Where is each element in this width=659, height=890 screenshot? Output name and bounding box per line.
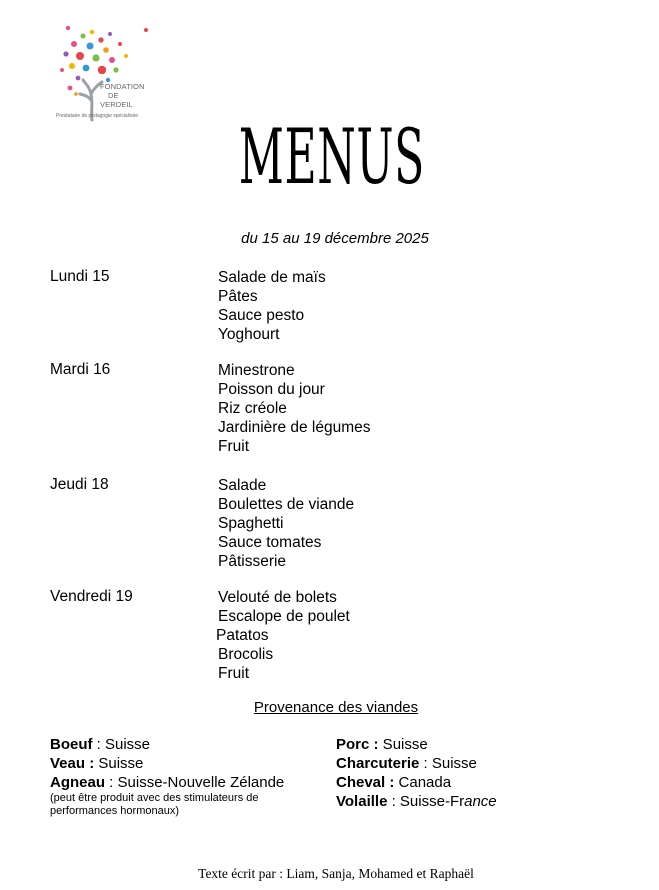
provenance-item: Porc : Suisse — [336, 736, 428, 753]
date-range: du 15 au 19 décembre 2025 — [241, 230, 429, 247]
provenance-left-column — [50, 735, 290, 818]
foundation-name: FONDATION DE VERDEIL — [100, 82, 145, 109]
dish-item: Salade — [218, 477, 267, 494]
provenance-item: Agneau : Suisse-Nouvelle Zélande — [50, 774, 285, 791]
dish-item: Pâtisserie — [218, 553, 287, 570]
author-credit: Texte écrit par : Liam, Sanja, Mohamed et Raphaël — [198, 866, 474, 881]
day-label-thursday: Jeudi 18 — [50, 476, 109, 493]
dish-item: Fruit — [218, 438, 249, 455]
dish-item: Riz créole — [218, 400, 287, 417]
provenance-item: Cheval : Canada — [336, 774, 452, 791]
dish-item: Pâtes — [218, 288, 258, 305]
dish-item: Patatos — [216, 627, 269, 644]
dish-item: Brocolis — [218, 646, 274, 663]
dish-item: Velouté de bolets — [218, 589, 337, 606]
dish-list-friday — [218, 588, 350, 683]
provenance-heading: Provenance des viandes — [253, 699, 419, 716]
dish-item: Fruit — [218, 665, 249, 682]
provenance-item: Charcuterie : Suisse — [336, 755, 477, 772]
provenance-item: Veau : Suisse — [50, 755, 144, 772]
dish-item: Yoghourt — [218, 326, 280, 343]
day-label-friday: Vendredi 19 — [50, 588, 133, 605]
foundation-tagline: Prestataire de pédagogie spécialisée — [56, 113, 138, 119]
dish-item: Spaghetti — [218, 515, 284, 532]
dish-item: Boulettes de viande — [218, 496, 355, 513]
hormone-note: (peut être produit avec des stimulateurs de performances hormonaux) — [50, 792, 259, 817]
dish-item: Minestrone — [218, 362, 295, 379]
dish-item: Jardinière de légumes — [218, 419, 371, 436]
dish-list-tuesday — [218, 361, 371, 456]
dish-item: Escalope de poulet — [218, 608, 350, 625]
page-title: MENUS — [238, 112, 425, 201]
day-label-monday: Lundi 15 — [50, 268, 110, 285]
dish-item: Sauce tomates — [218, 534, 322, 551]
provenance-item: Volaille : Suisse-France — [336, 793, 497, 810]
provenance-right-column — [336, 735, 497, 811]
dish-item: Poisson du jour — [218, 381, 325, 398]
dish-item: Salade de maïs — [218, 269, 326, 286]
dish-list-monday — [218, 268, 326, 344]
day-label-tuesday: Mardi 16 — [50, 361, 111, 378]
foundation-logo — [46, 22, 156, 122]
provenance-item: Boeuf : Suisse — [50, 736, 151, 753]
dish-item: Sauce pesto — [218, 307, 305, 324]
dish-list-thursday — [218, 476, 354, 571]
